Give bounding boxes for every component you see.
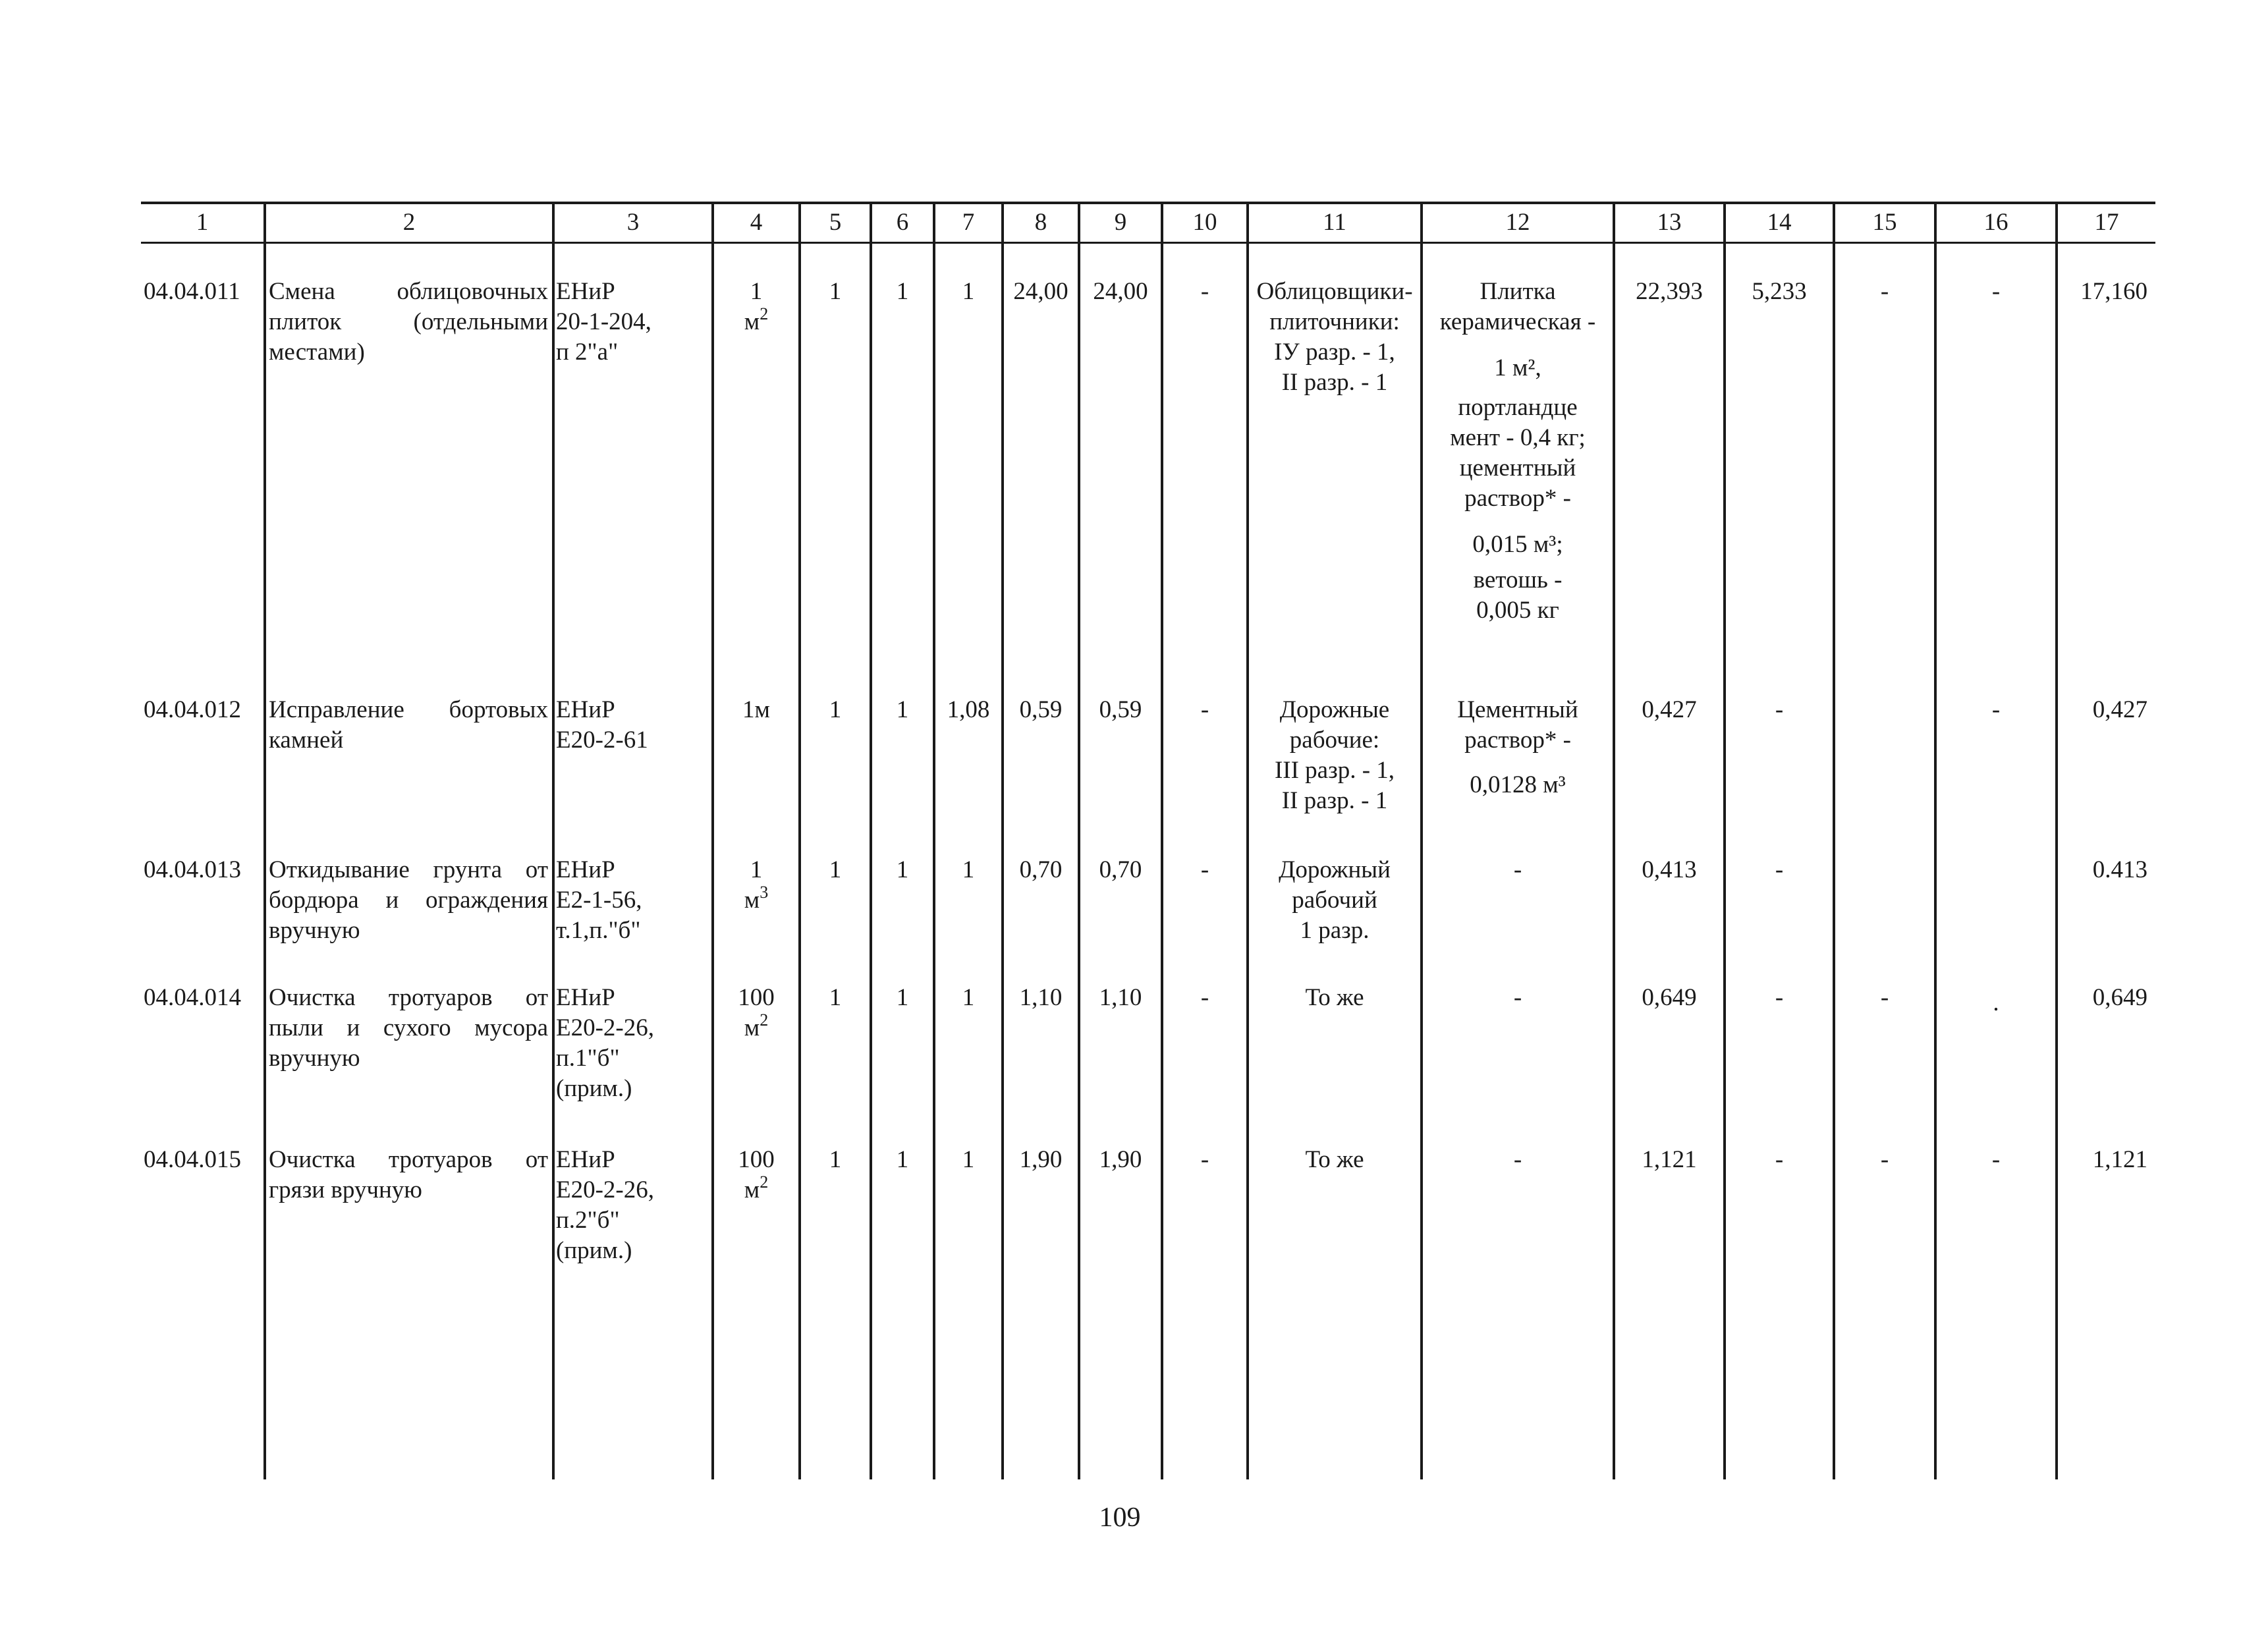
row-unit: 1 $м^3$ [744,856,769,914]
column-divider [1723,202,1726,1479]
column-divider [552,202,555,1479]
row-col7: 1 [962,984,975,1011]
row-norm: ЕНиР Е2-1-56, т.1,п."б" [556,856,642,944]
page-number: 109 [1099,1502,1141,1533]
column-header-14: 14 [1767,209,1792,236]
row-col8: 0,59 [1019,696,1063,723]
row-workers: Дорожный рабочий 1 разр. [1279,856,1391,944]
table-header-rule [141,242,2155,244]
row-workers: То же [1305,984,1364,1011]
row-name: Очистка тротуаров от пыли и сухого мусора вручную [269,984,548,1072]
row-materials: Плитка керамическая - 1 м², портландце мент - 0,4 кг; цементный раствор* - 0,015 м³; ветошь - 0,005 кг [1439,278,1596,624]
column-header-17: 17 [2094,209,2119,236]
row-col13: 0,649 [1642,984,1697,1011]
row-col16: - [1991,1146,2001,1173]
row-col6: 1 [896,984,909,1011]
row-col5: 1 [829,984,842,1011]
row-col9: 0,70 [1099,856,1142,883]
row-name: Исправление бортовых камней [269,696,548,754]
row-workers: Облицовщики- плиточники: IУ разр. - 1, II разр. - 1 [1256,278,1413,396]
row-col7: 1 [962,278,975,305]
row-col8: 0,70 [1019,856,1063,883]
row-col10: - [1200,1146,1209,1173]
column-divider [1613,202,1615,1479]
column-header-13: 13 [1657,209,1682,236]
row-col13: 22,393 [1636,278,1703,305]
row-norm: ЕНиР 20-1-204, п 2"а" [556,278,651,366]
row-col16: . [1993,989,1999,1016]
column-divider [933,202,935,1479]
column-header-6: 6 [896,209,909,236]
row-col5: 1 [829,856,842,883]
column-divider [870,202,872,1479]
column-divider [263,202,266,1479]
row-col10: - [1200,278,1209,305]
row-code: 04.04.014 [144,984,241,1011]
row-col17: 0,427 [2092,696,2147,723]
row-col17: 0,649 [2092,984,2147,1011]
row-col9: 1,10 [1099,984,1142,1011]
column-divider [711,202,714,1479]
row-col17: 0.413 [2092,856,2147,883]
row-col14: - [1775,984,1784,1011]
row-col6: 1 [896,696,909,723]
row-col15: - [1880,1146,1889,1173]
row-col14: - [1775,1146,1784,1173]
row-col16: - [1991,278,2001,305]
column-divider [798,202,801,1479]
row-col16: - [1991,696,2001,723]
row-col14: 5,233 [1752,278,1807,305]
column-divider [1078,202,1080,1479]
row-norm: ЕНиР Е20-2-61 [556,696,648,754]
row-col15: - [1880,278,1889,305]
column-header-4: 4 [750,209,763,236]
column-divider [1001,202,1004,1479]
row-col10: - [1200,856,1209,883]
row-col5: 1 [829,278,842,305]
row-materials: - [1513,1146,1522,1173]
row-col9: 24,00 [1093,278,1148,305]
row-norm: ЕНиР Е20-2-26, п.2"б" (прим.) [556,1146,654,1264]
column-header-1: 1 [196,209,209,236]
row-col8: 1,10 [1019,984,1063,1011]
row-col17: 1,121 [2092,1146,2147,1173]
row-code: 04.04.012 [144,696,241,723]
row-col8: 24,00 [1013,278,1068,305]
row-col6: 1 [896,856,909,883]
row-code: 04.04.013 [144,856,241,883]
row-col5: 1 [829,1146,842,1173]
row-unit: 100 $м^2$ [738,984,775,1041]
row-col17: 17,160 [2080,278,2147,305]
column-header-8: 8 [1034,209,1047,236]
row-col8: 1,90 [1019,1146,1063,1173]
row-col14: - [1775,856,1784,883]
row-col7: 1 [962,1146,975,1173]
row-name: Откидывание грунта от бордюра и ограждения вручную [269,856,548,944]
row-col7: 1,08 [947,696,990,723]
row-col14: - [1775,696,1784,723]
row-col10: - [1200,984,1209,1011]
column-divider [1161,202,1163,1479]
row-name: Очистка тротуаров от грязи вручную [269,1146,548,1203]
row-materials: - [1513,856,1522,883]
table-top-rule [141,202,2155,204]
row-materials: Цементный раствор* - 0,0128 м³ [1457,696,1578,798]
row-col13: 1,121 [1642,1146,1697,1173]
column-divider [2055,202,2058,1479]
row-materials: - [1513,984,1522,1011]
row-col13: 0,413 [1642,856,1697,883]
column-divider [1833,202,1835,1479]
row-unit: 1 $м^2$ [744,278,769,335]
row-code: 04.04.015 [144,1146,241,1173]
row-workers: То же [1305,1146,1364,1173]
row-col6: 1 [896,278,909,305]
column-header-10: 10 [1192,209,1217,236]
row-col10: - [1200,696,1209,723]
column-header-12: 12 [1505,209,1530,236]
row-col13: 0,427 [1642,696,1697,723]
row-col15: - [1880,984,1889,1011]
row-unit: 100 $м^2$ [738,1146,775,1203]
row-code: 04.04.011 [144,278,240,305]
row-norm: ЕНиР Е20-2-26, п.1"б" (прим.) [556,984,654,1102]
row-unit: 1м [742,696,770,723]
row-col7: 1 [962,856,975,883]
row-col9: 0,59 [1099,696,1142,723]
row-workers: Дорожные рабочие: III разр. - 1, II разр. - 1 [1274,696,1395,814]
column-header-3: 3 [626,209,640,236]
row-name: Смена облицовочных плиток (отдельными местами) [269,278,548,366]
column-header-2: 2 [402,209,416,236]
column-header-7: 7 [962,209,975,236]
row-col6: 1 [896,1146,909,1173]
column-header-15: 15 [1872,209,1897,236]
column-header-9: 9 [1114,209,1127,236]
column-header-16: 16 [1983,209,2008,236]
column-divider [1934,202,1937,1479]
column-header-5: 5 [829,209,842,236]
row-col5: 1 [829,696,842,723]
column-header-11: 11 [1323,209,1346,236]
row-col9: 1,90 [1099,1146,1142,1173]
